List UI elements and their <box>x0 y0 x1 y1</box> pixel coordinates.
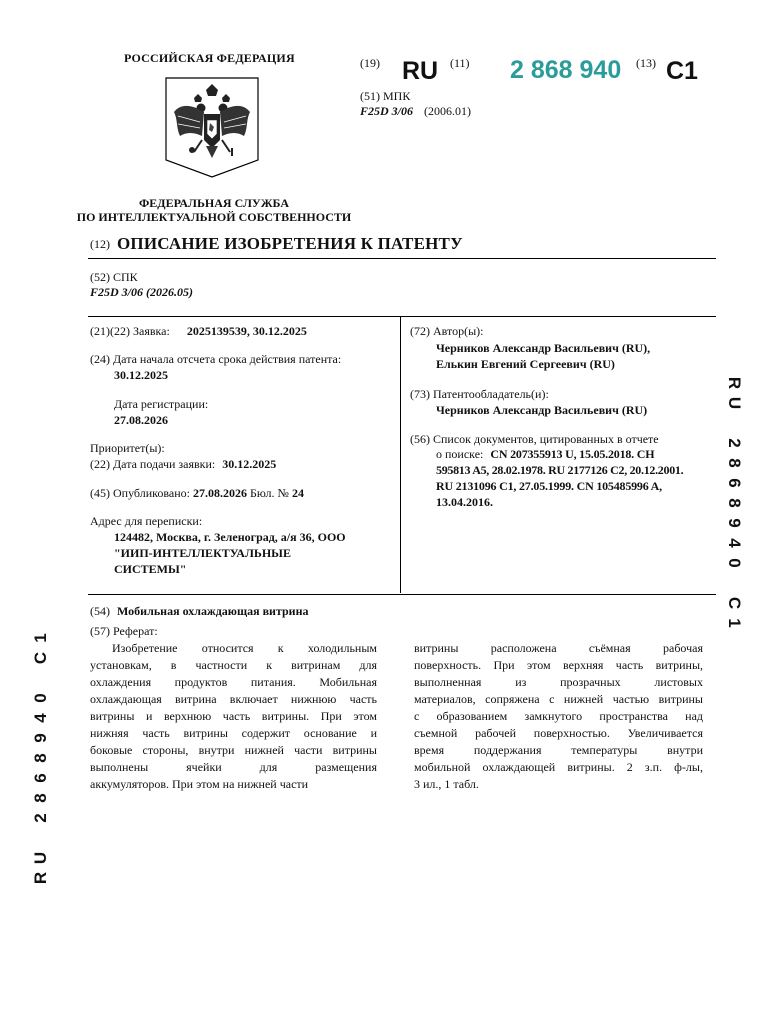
references-line1 <box>436 447 654 463</box>
code-19: (19) <box>360 56 380 70</box>
abstract-line: выполненная из прозрачных листовых <box>414 675 703 689</box>
document-title: ОПИСАНИЕ ИЗОБРЕТЕНИЯ К ПАТЕНТУ <box>117 234 463 253</box>
title-code: (12) <box>90 237 110 251</box>
published-field <box>90 486 304 502</box>
right-strip-number: 2 8 6 8 9 4 0 <box>725 438 744 568</box>
abstract-line: поверхность. При этом верхняя часть витрины, <box>414 658 703 672</box>
address-line: "ИИП-ИНТЕЛЛЕКТУАЛЬНЫЕ <box>114 546 291 560</box>
abstract-left-column <box>90 640 377 793</box>
abstract-line: витрины расположена съёмная рабочая <box>414 641 703 655</box>
ipc-version: (2006.01) <box>424 104 472 118</box>
reference-line: 595813 A5, 28.02.1978. RU 2177126 C2, 20.12.2001. <box>436 463 684 477</box>
reference-line: RU 2131096 C1, 27.05.1999. CN 105485996 A, <box>436 479 662 493</box>
references-label-cont: о поиске: <box>436 447 484 461</box>
start-date-label: (24) Дата начала отсчета срока действия патента: <box>90 352 342 366</box>
abstract-label: (57) Реферат: <box>90 624 158 638</box>
right-strip-country: R U <box>725 376 744 410</box>
country-code: RU <box>402 57 439 85</box>
bulletin-label: Бюл. № <box>249 486 289 500</box>
abstract-line: нижняя часть витрины содержит основание и <box>90 726 377 740</box>
code-13: (13) <box>636 56 656 70</box>
abstract-line: аккумуляторов. При этом на нижней части <box>90 777 309 791</box>
reference-line: CN 207355913 U, 15.05.2018. CH <box>490 447 655 461</box>
abstract-line: витрины и верхнюю часть витрины. При этом <box>90 709 377 723</box>
invention-title <box>90 604 309 620</box>
abstract-line: охлаждения продуктов питания. Мобильная <box>90 675 377 689</box>
published-value: 27.08.2026 <box>192 486 247 500</box>
filing-date-field <box>90 457 276 473</box>
agency-name-line2: ПО ИНТЕЛЛЕКТУАЛЬНОЙ СОБСТВЕННОСТИ <box>76 210 352 224</box>
ipc-classification <box>360 104 471 119</box>
abstract-line: съемной рабочей поверхностью. Увеличивается <box>414 726 703 740</box>
published-label: (45) Опубликовано: <box>90 486 190 500</box>
references-label: (56) Список документов, цитированных в отчете <box>410 432 659 446</box>
authors-label: (72) Автор(ы): <box>410 324 484 338</box>
kind-code: C1 <box>666 57 698 85</box>
left-margin-strip <box>33 628 51 888</box>
abstract-line: 3 ил., 1 табл. <box>414 777 479 791</box>
invention-code: (54) <box>90 604 110 618</box>
abstract-line: с образованием замкнутого пространства над <box>414 709 703 723</box>
abstract-right-column <box>414 640 703 793</box>
bulletin-value: 24 <box>291 486 304 500</box>
owner-name: Черников Александр Васильевич (RU) <box>436 403 648 417</box>
right-margin-strip <box>724 373 742 633</box>
filing-label: (22) Дата подачи заявки: <box>90 457 216 471</box>
invention-name: Мобильная охлаждающая витрина <box>117 604 309 618</box>
cpc-code: F25D 3/06 (2026.05) <box>90 285 193 299</box>
cpc-label: (52) СПК <box>90 270 138 284</box>
ipc-label: (51) МПК <box>360 89 411 103</box>
address-line: 124482, Москва, г. Зеленоград, а/я 36, ООО <box>114 530 346 544</box>
right-strip-kind: C 1 <box>725 596 744 628</box>
start-date-value: 30.12.2025 <box>114 368 168 382</box>
agency-name-line1: ФЕДЕРАЛЬНАЯ СЛУЖБА <box>139 196 289 210</box>
code-11: (11) <box>450 56 470 70</box>
abstract-line: установкам, в частности к витринам для <box>90 658 377 672</box>
application-value: 2025139539, 30.12.2025 <box>186 324 307 338</box>
priority-label: Приоритет(ы): <box>90 441 165 455</box>
left-strip-kind: 1 C <box>31 633 50 665</box>
author-name: Елькин Евгений Сергеевич (RU) <box>436 357 615 371</box>
abstract-line: мобильной охлаждающей витрины. 2 з.п. ф-лы, <box>414 760 703 774</box>
section-divider-bottom <box>88 594 716 595</box>
left-strip-country: U R <box>31 851 50 885</box>
address-line: СИСТЕМЫ" <box>114 562 187 576</box>
address-label: Адрес для переписки: <box>90 514 203 528</box>
coat-of-arms-emblem <box>164 76 260 178</box>
author-name: Черников Александр Васильевич (RU), <box>436 341 651 355</box>
patent-number: 2 868 940 <box>510 56 622 84</box>
abstract-line: время поддержания температуры внутри <box>414 743 703 757</box>
application-label: (21)(22) Заявка: <box>90 324 170 338</box>
section-divider-top <box>88 316 716 317</box>
ipc-code: F25D 3/06 <box>360 104 414 118</box>
abstract-line: боковые стороны, внутри нижней части витрины <box>90 743 377 757</box>
owner-label: (73) Патентообладатель(и): <box>410 387 549 401</box>
filing-value: 30.12.2025 <box>222 457 277 471</box>
country-heading: РОССИЙСКАЯ ФЕДЕРАЦИЯ <box>124 51 295 65</box>
registration-label: Дата регистрации: <box>114 397 209 411</box>
registration-value: 27.08.2026 <box>114 413 168 427</box>
column-divider <box>400 317 401 593</box>
abstract-line: выполнены ячейки для размещения <box>90 760 377 774</box>
application-field <box>90 324 307 340</box>
reference-line: 13.04.2016. <box>436 495 493 509</box>
abstract-line: Изобретение относится к холодильным <box>112 641 377 655</box>
left-strip-number: 0 4 9 8 6 8 2 <box>31 693 50 823</box>
title-divider <box>88 258 716 259</box>
abstract-line: охлаждающая витрина включает нижнюю часть <box>90 692 377 706</box>
abstract-line: материалов, сопряжена с нижней частью витрины <box>414 692 703 706</box>
